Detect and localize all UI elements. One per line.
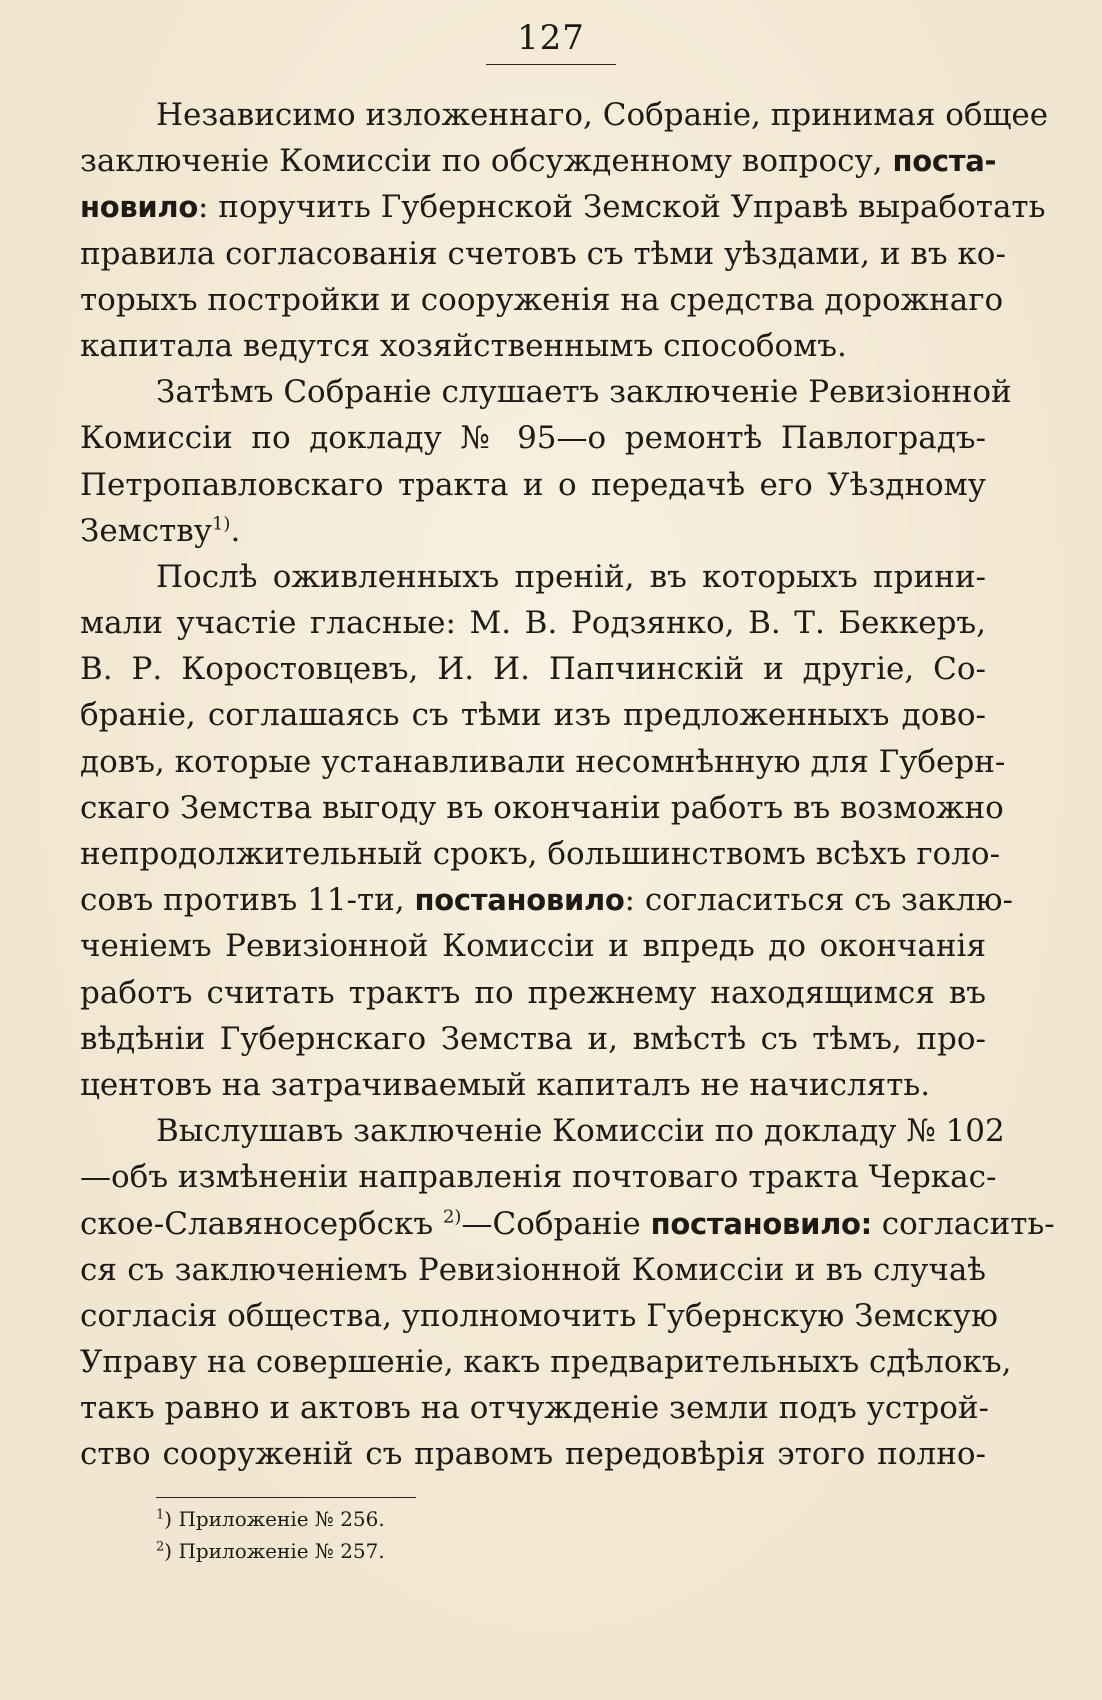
text-line [80, 646, 986, 692]
text-segment: Комиссіи по докладу № 95—о ремонтѣ Павлоградъ- [80, 420, 986, 457]
text-line [80, 785, 1004, 831]
text-line [80, 508, 986, 554]
text-line [80, 138, 997, 184]
text-line [80, 923, 986, 969]
footnote-separator [156, 1497, 416, 1498]
text-line [80, 415, 986, 461]
text-line [80, 1385, 989, 1431]
page-number-rule [486, 64, 616, 65]
text-line [80, 1062, 986, 1108]
text-segment: довъ, которые устанавливали несомнѣнную для Губерн- [80, 743, 1006, 780]
text-segment: центовъ на затрачиваемый капиталъ не начислять. [80, 1066, 931, 1103]
text-segment: правила согласованія счетовъ съ тѣми уѣздами, и въ ко- [80, 235, 1006, 272]
text-segment: В. Р. Коростовцевъ, И. И. Папчинскій и другіе, Со- [80, 651, 986, 688]
body-text [80, 92, 1055, 1478]
text-segment: работъ считать трактъ по прежнему находящимся въ [80, 974, 986, 1011]
text-segment: согласія общества, уполномочить Губернскую Земскую [80, 1297, 999, 1334]
text-line [80, 554, 986, 600]
text-segment: заключеніе Комиссіи по обсужденному вопросу, [80, 143, 893, 180]
text-line [80, 1247, 986, 1293]
text-line [80, 184, 1046, 230]
text-line [80, 739, 1006, 785]
text-segment: : поручить Губернской Земской Управѣ выработать [198, 189, 1046, 226]
text-line [80, 277, 1004, 323]
text-segment: ченіемъ Ревизіонной Комиссіи и впредь до окончанія [80, 928, 986, 965]
text-segment: согласить- [871, 1205, 1055, 1242]
text-segment: такъ равно и актовъ на отчужденіе земли подъ устрой- [80, 1390, 989, 1427]
text-segment: скаго Земства выгоду въ окончаніи работъ въ возможно [80, 789, 1004, 826]
bold-text: поста- [892, 144, 997, 179]
text-segment: вѣдѣніи Губернскаго Земства и, вмѣстѣ съ тѣмъ, про- [80, 1020, 986, 1057]
text-segment: Управу на совершеніе, какъ предварительныхъ сдѣлокъ, [80, 1344, 1012, 1381]
text-segment: Независимо изложеннаго, Собраніе, принимая общее [156, 97, 1049, 133]
bold-text: постановило [414, 883, 625, 918]
footnote-mark: 1 [156, 1507, 165, 1523]
text-line [80, 1154, 997, 1200]
text-line [80, 1431, 986, 1477]
text-segment: браніе, соглашаясь съ тѣми изъ предложенныхъ дово- [80, 697, 986, 734]
text-line [80, 692, 986, 738]
footnote-reference: 1) [211, 513, 231, 535]
text-segment: Затѣмъ Собраніе слушаетъ заключеніе Ревизіонной [156, 374, 1012, 411]
text-segment: : согласиться съ заклю- [624, 882, 1013, 919]
text-segment: Выслушавъ заключеніе Комиссіи по докладу № 102 [156, 1113, 1005, 1150]
footnote [156, 1503, 856, 1535]
bold-text: новило [80, 190, 198, 225]
footnote-reference: 2) [442, 1206, 462, 1228]
footnotes [156, 1503, 856, 1567]
text-line [80, 92, 1049, 138]
text-line [80, 1339, 1012, 1385]
text-segment: Послѣ оживленныхъ преній, въ которыхъ прини- [156, 558, 986, 595]
text-segment: мали участіе гласные: М. В. Родзянко, В. Т. Беккеръ, [80, 605, 986, 642]
text-segment: ство сооруженій съ правомъ передовѣрія этого полно- [80, 1436, 986, 1473]
text-line [80, 462, 986, 508]
footnote-text: ) Приложеніе № 257. [164, 1539, 385, 1563]
text-segment: капитала ведутся хозяйственнымъ способомъ. [80, 327, 847, 364]
bold-text: постановило: [650, 1206, 872, 1241]
text-segment: . [230, 512, 241, 549]
text-line [80, 970, 986, 1016]
text-line [80, 231, 1006, 277]
text-line [80, 1293, 999, 1339]
text-segment: совъ противъ 11-ти, [80, 882, 415, 919]
footnote-mark: 2 [156, 1539, 165, 1555]
text-line [80, 600, 986, 646]
text-line [80, 831, 1001, 877]
text-segment: Земству [80, 512, 212, 549]
text-segment: непродолжительный срокъ, большинствомъ всѣхъ голо- [80, 836, 1001, 872]
text-line [80, 877, 1013, 923]
text-segment: торыхъ постройки и сооруженія на средства дорожнаго [80, 281, 1004, 318]
footnote [156, 1535, 856, 1567]
page-number: 127 [517, 18, 585, 58]
text-segment: Петропавловскаго тракта и о передачѣ его Уѣздному [80, 466, 986, 503]
text-segment: ся съ заключеніемъ Ревизіонной Комиссіи и въ случаѣ [80, 1251, 986, 1288]
text-segment: ское-Славяносербскъ [80, 1205, 443, 1242]
text-segment: —Собраніе [461, 1205, 651, 1242]
text-line [80, 323, 986, 369]
text-line [80, 1201, 1055, 1247]
text-line [80, 1108, 1005, 1154]
footnote-text: ) Приложеніе № 256. [164, 1507, 385, 1531]
text-line [80, 1016, 986, 1062]
text-line [80, 369, 1012, 415]
text-segment: —объ измѣненіи направленія почтоваго тракта Черкас- [80, 1159, 997, 1196]
